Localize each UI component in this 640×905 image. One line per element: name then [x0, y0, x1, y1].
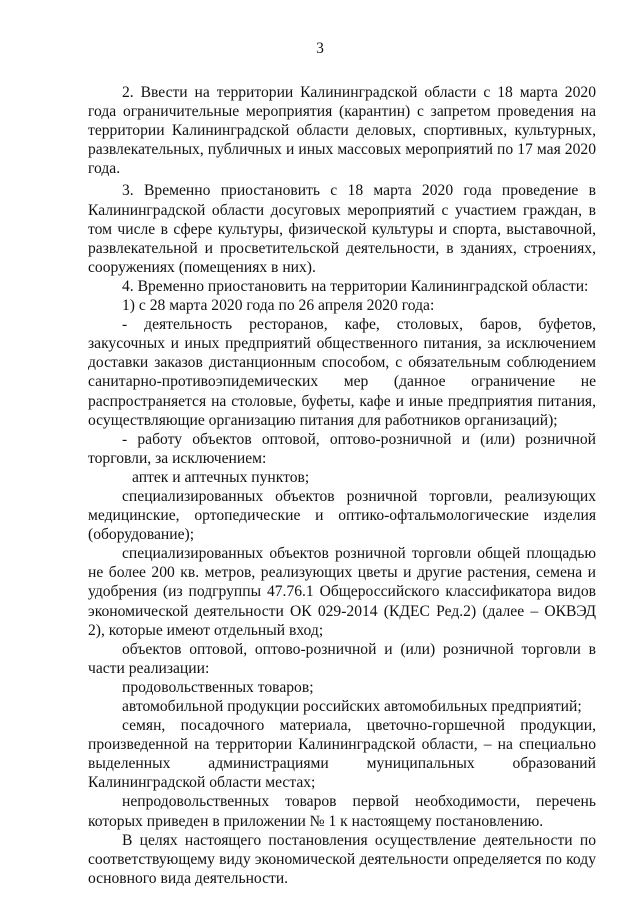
paragraph-item-3: 3. Временно приостановить с 18 марта 2020 года проведение в Калининградской области досуговых мероприятий с участием граждан, в том числе в сфере культуры, физической культуры и спорта, выставочной, развлекательной и просветительской деятельности, в зданиях, строениях, сооружениях (помещениях в них). — [88, 182, 596, 276]
paragraph-flower-stores: специализированных объектов розничной торговли общей площадью не более 200 кв. метров, реализующих цветы и другие растения, семена и удобрения (из подгруппы 47.76.1 Общероссийского классификатора видов экономической деятельности ОК 029-2014 (КДЕС Ред.2) (далее – ОКВЭД 2), которые имеют отдельный вход; — [88, 545, 596, 639]
paragraph-item-4: 4. Временно приостановить на территории Калининградской области: — [122, 277, 589, 295]
page-number: 3 — [316, 40, 324, 57]
paragraph-auto: автомобильной продукции российских автомобильных предприятий; — [122, 698, 582, 715]
paragraph-catering: - деятельность ресторанов, кафе, столовых, баров, буфетов, закусочных и иных предприятий общественного питания, за исключением доставки заказов дистанционным способом, с обязательным соблюдением санитарно-противоэпидемических мер (данное ограничение не распространяется на столовые, буфеты, кафе и иные предприятия питания, осуществляющие организацию питания для работников организаций); — [88, 316, 596, 429]
paragraph-trade: - работу объектов оптовой, оптово-розничной и (или) розничной торговли, за исключением: — [88, 430, 596, 467]
paragraph-pharmacies: аптек и аптечных пунктов; — [132, 468, 310, 486]
paragraph-food: продовольственных товаров; — [122, 678, 314, 696]
paragraph-wholesale: объектов оптовой, оптово-розничной и (или) розничной торговли в части реализации: — [88, 640, 596, 677]
paragraph-item-2: 2. Ввести на территории Калининградской области с 18 марта 2020 года ограничительные мероприятия (карантин) с запретом проведения на территории Калининградской области деловых, спортивных, культурных, развлекательных, публичных и иных массовых мероприятий по 17 мая 2020 года. — [88, 84, 596, 178]
document-body — [88, 76, 596, 888]
paragraph-subitem-1: 1) с 28 марта 2020 года по 26 апреля 2020 года: — [122, 297, 435, 315]
paragraph-medical-stores: специализированных объектов розничной торговли, реализующих медицинские, ортопедические и оптико-офтальмологические изделия (оборудование); — [88, 487, 596, 544]
paragraph-activity-code: В целях настоящего постановления осуществление деятельности по соответствующему виду экономической деятельности определяется по коду основного вида деятельности. — [88, 831, 596, 887]
paragraph-nonfood: непродовольственных товаров первой необходимости, перечень которых приведен в приложении № 1 к настоящему постановлению. — [88, 793, 596, 830]
paragraph-seeds: семян, посадочного материала, цветочно-горшечной продукции, произведенной на территории Калининградской области, – на специально выделенных администрациями муниципальных образований Калининградской области местах; — [88, 717, 596, 792]
